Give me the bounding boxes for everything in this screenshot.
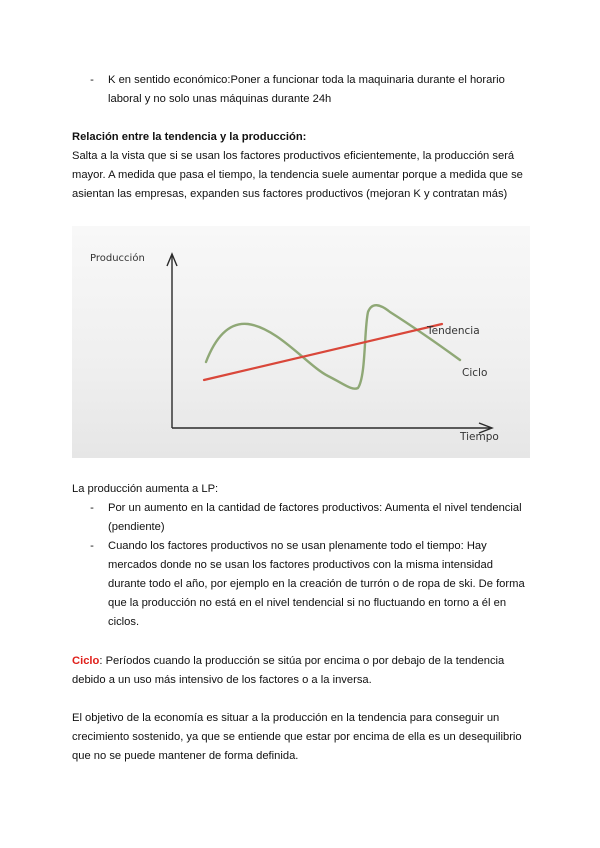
section-paragraph-line-3: asientan las empresas, expanden sus factores productivos (mejoran K y contratan más) <box>72 188 508 200</box>
trend-label: Tendencia <box>427 325 480 337</box>
intro-bullet-line-2: laboral y no solo unas máquinas durante 24h <box>108 93 332 105</box>
closing-paragraph-line-1: El objetivo de la economía es situar a la producción en la tendencia para conseguir un <box>72 712 500 724</box>
bullet-dash: - <box>90 502 94 514</box>
section-paragraph-line-1: Salta a la vista que si se usan los factores productivos eficientemente, la producción será <box>72 150 515 162</box>
trend-cycle-diagram <box>72 226 530 458</box>
closing-paragraph-line-2: crecimiento sostenido, ya que se entiende que estar por encima de ella es un desequilibrio <box>72 731 522 743</box>
lp-bullet-2-line-5: ciclos. <box>108 616 140 628</box>
x-axis-label: Tiempo <box>460 431 499 443</box>
lp-bullet-2-line-1: Cuando los factores productivos no se usan plenamente todo el tiempo: Hay <box>108 540 487 552</box>
cycle-definition-line-1 <box>72 654 504 668</box>
y-axis-label: Producción <box>90 253 145 264</box>
bullet-dash: - <box>90 74 94 86</box>
cycle-term: Ciclo <box>72 655 100 667</box>
bullet-dash: - <box>90 540 94 552</box>
trend-cycle-figure <box>72 226 530 458</box>
cycle-definition-text: : Períodos cuando la producción se sitúa por encima o por debajo de la tendencia <box>99 655 505 667</box>
section-paragraph-line-2: mayor. A medida que pasa el tiempo, la tendencia suele aumentar porque a medida que se <box>72 169 523 181</box>
lp-bullet-2-line-3: durante todo el año, por ejemplo en la creación de turrón o de ropa de ski. De forma <box>108 578 525 590</box>
closing-paragraph-line-3: que no se puede mantener de forma definida. <box>72 750 299 762</box>
lp-bullet-1-line-2: (pendiente) <box>108 521 165 533</box>
cycle-definition-line-2: debido a un uso más intensivo de los factores o a la inversa. <box>72 674 372 686</box>
cycle-label: Ciclo <box>462 367 488 379</box>
cycle-curve <box>206 305 460 388</box>
lp-bullet-2-line-4: que la producción no está en el nivel tendencial si no fluctuando en torno a él en <box>108 597 507 609</box>
lp-bullet-1-line-1: Por un aumento en la cantidad de factores productivos: Aumenta el nivel tendencial <box>108 502 522 514</box>
lp-bullet-2-line-2: mercados donde no se usan los factores productivos con la misma intensidad <box>108 559 493 571</box>
section-heading: Relación entre la tendencia y la producción: <box>72 131 307 143</box>
lp-heading: La producción aumenta a LP: <box>72 483 219 495</box>
intro-bullet-line-1: K en sentido económico:Poner a funcionar toda la maquinaria durante el horario <box>108 74 505 86</box>
